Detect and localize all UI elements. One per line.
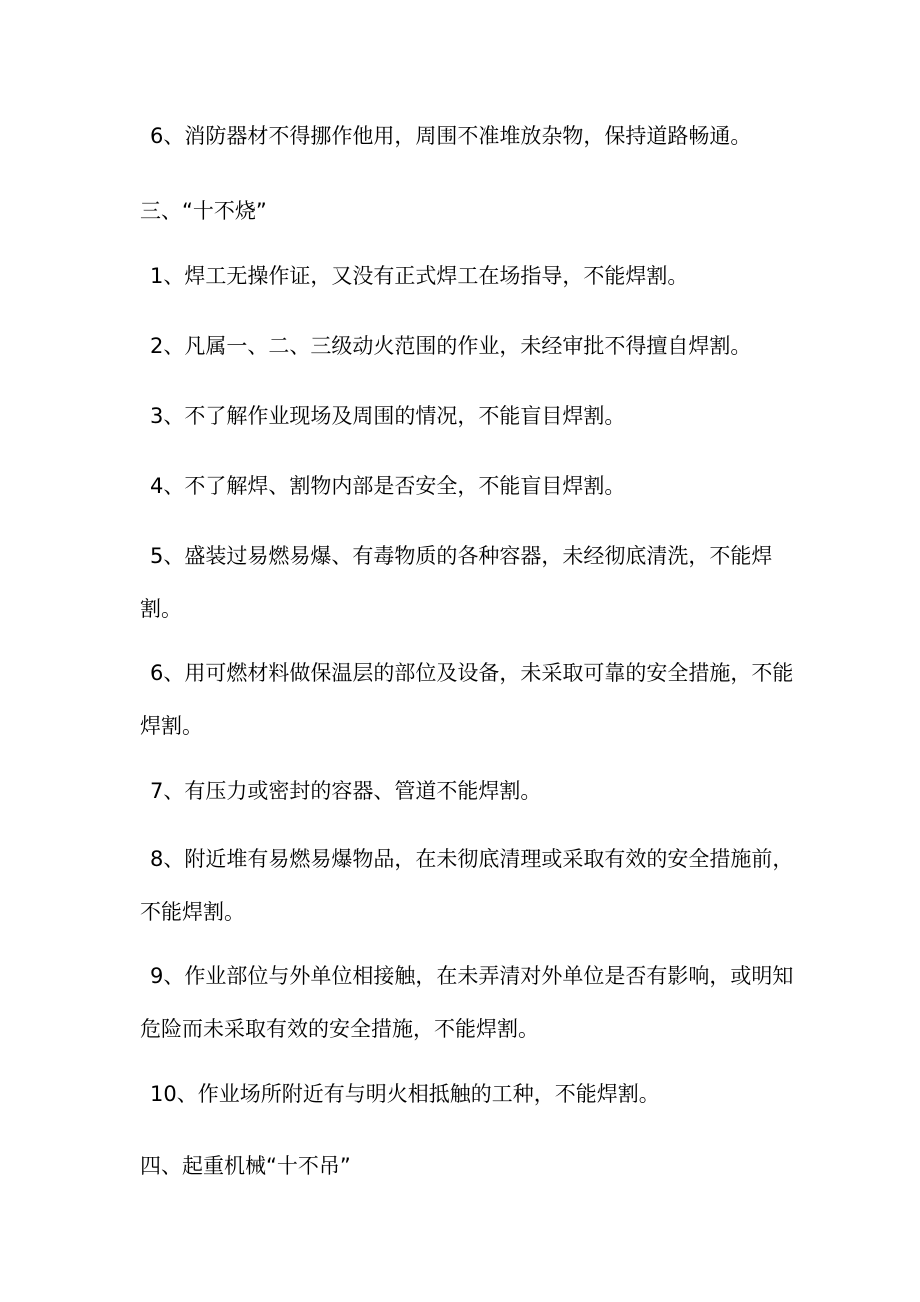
paragraph-rule-8: 8、附近堆有易燃易爆物品，在未彻底清理或采取有效的安全措施前，不能焊割。 xyxy=(140,847,794,924)
section-heading-ten-no-lift: 四、起重机械“十不吊” xyxy=(140,1154,351,1178)
paragraph-fire-equipment-rule-6: 6、消防器材不得挪作他用，周围不准堆放杂物，保持道路畅通。 xyxy=(150,124,752,148)
paragraph-rule-5: 5、盛装过易燃易爆、有毒物质的各种容器，未经彻底清洗，不能焊割。 xyxy=(140,544,773,621)
section-heading-ten-no-burn: 三、“十不烧” xyxy=(140,199,267,223)
paragraph-rule-7: 7、有压力或密封的容器、管道不能焊割。 xyxy=(150,779,542,803)
paragraph-rule-6: 6、用可燃材料做保温层的部位及设备，未采取可靠的安全措施，不能焊割。 xyxy=(140,661,794,738)
paragraph-rule-9: 9、作业部位与外单位相接触，在未弄清对外单位是否有影响，或明知危险而未采取有效的安全措施，不能焊割。 xyxy=(140,964,794,1041)
paragraph-rule-2: 2、凡属一、二、三级动火范围的作业，未经审批不得擅自焊割。 xyxy=(150,334,752,358)
paragraph-rule-4: 4、不了解焊、割物内部是否安全，不能盲目焊割。 xyxy=(150,474,626,498)
paragraph-rule-1: 1、焊工无操作证，又没有正式焊工在场指导，不能焊割。 xyxy=(150,264,689,288)
paragraph-rule-10: 10、作业场所附近有与明火相抵触的工种，不能焊割。 xyxy=(150,1082,660,1106)
paragraph-rule-3: 3、不了解作业现场及周围的情况，不能盲目焊割。 xyxy=(150,404,626,428)
